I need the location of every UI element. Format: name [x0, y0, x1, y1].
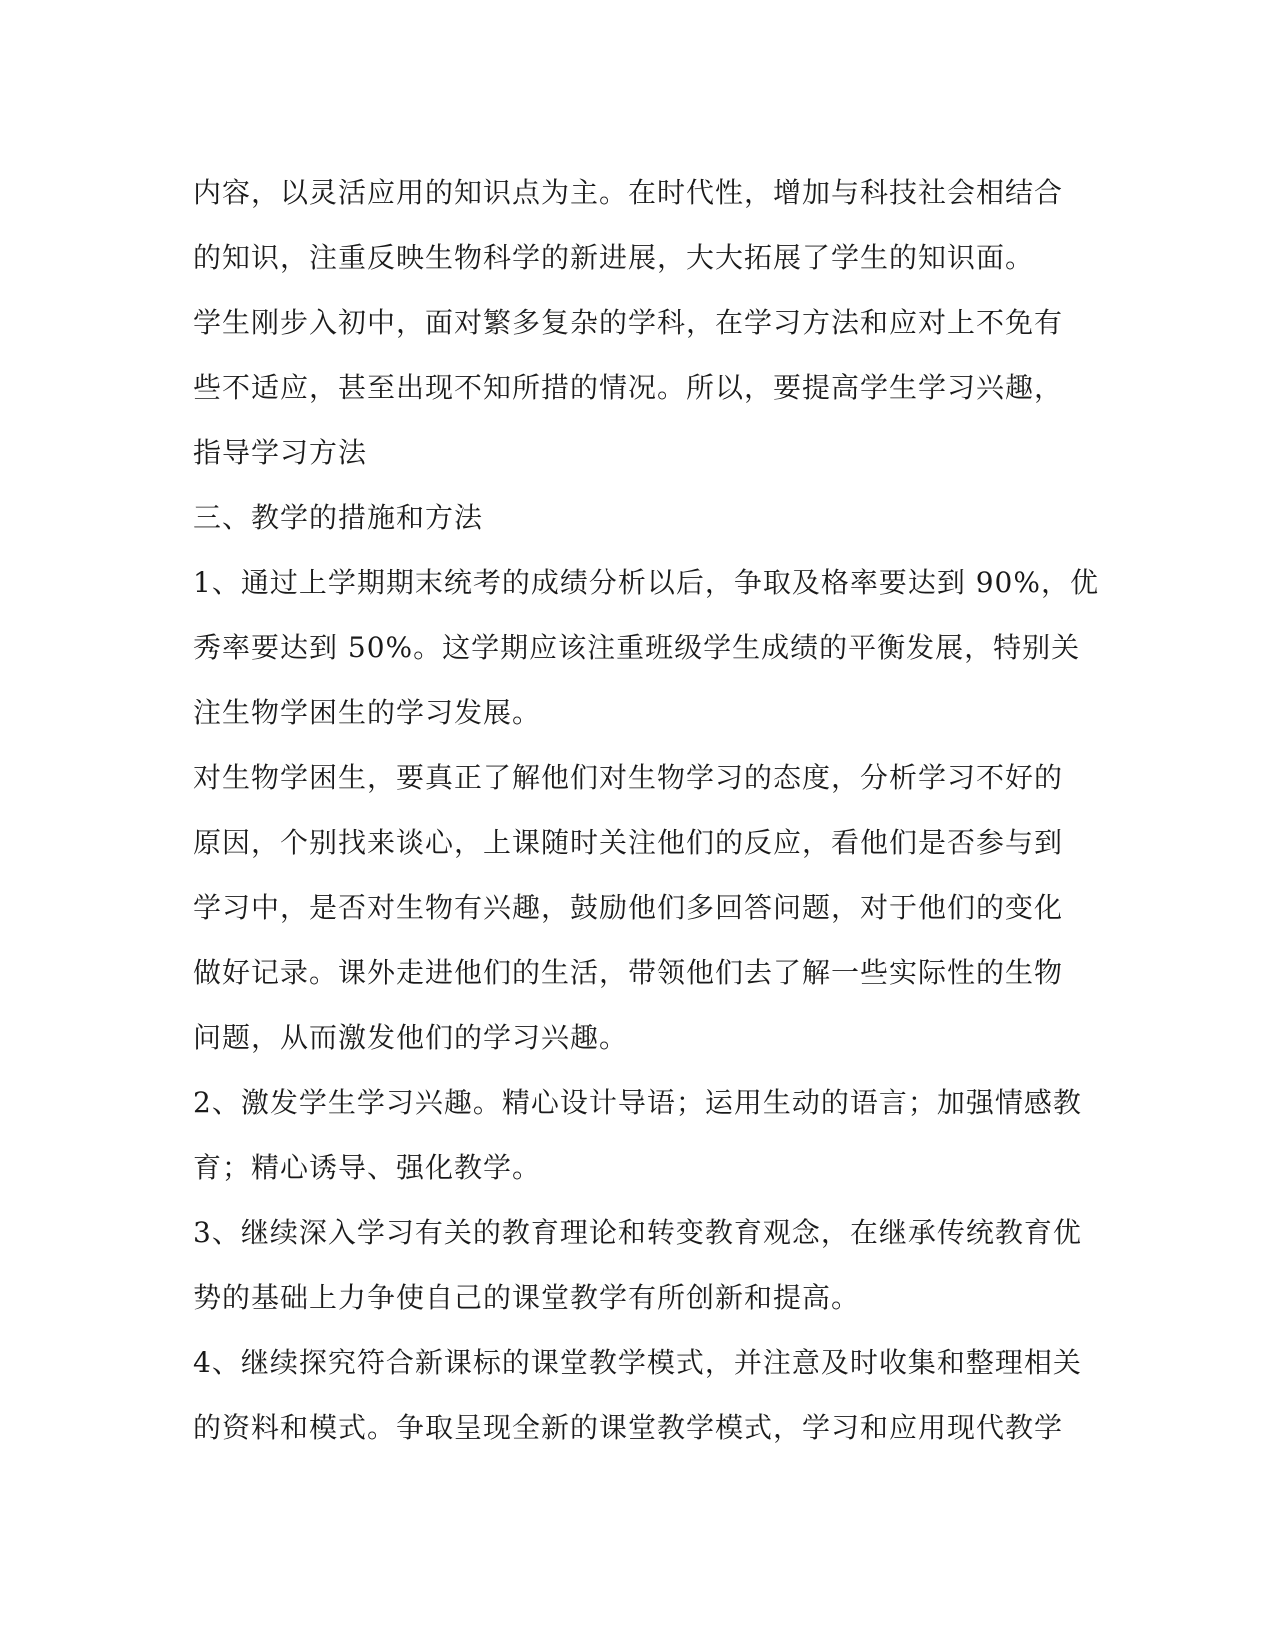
- text-line: 3、继续深入学习有关的教育理论和转变教育观念，在继承传统教育优: [193, 1216, 1082, 1249]
- text-line: 内容，以灵活应用的知识点为主。在时代性，增加与科技社会相结合: [193, 176, 1064, 209]
- section-heading: 三、教学的措施和方法: [193, 501, 484, 534]
- text-line: 4、继续探究符合新课标的课堂教学模式，并注意及时收集和整理相关: [193, 1346, 1082, 1379]
- text-line: 学生刚步入初中，面对繁多复杂的学科，在学习方法和应对上不免有: [193, 306, 1064, 339]
- text-line: 学习中，是否对生物有兴趣，鼓励他们多回答问题，对于他们的变化: [193, 891, 1064, 924]
- text-line: 做好记录。课外走进他们的生活，带领他们去了解一些实际性的生物: [193, 956, 1064, 989]
- text-line: 秀率要达到 50%。这学期应该注重班级学生成绩的平衡发展，特别关: [193, 631, 1081, 664]
- text-line: 指导学习方法: [193, 436, 368, 469]
- text-line: 势的基础上力争使自己的课堂教学有所创新和提高。: [193, 1281, 861, 1314]
- document-body: [193, 160, 1099, 1460]
- text-line: 1、通过上学期期末统考的成绩分析以后，争取及格率要达到 90%，优: [193, 566, 1099, 599]
- text-line: 问题，从而激发他们的学习兴趣。: [193, 1021, 629, 1054]
- text-line: 的知识，注重反映生物科学的新进展，大大拓展了学生的知识面。: [193, 241, 1035, 274]
- text-line: 注生物学困生的学习发展。: [193, 696, 542, 729]
- text-line: 对生物学困生，要真正了解他们对生物学习的态度，分析学习不好的: [193, 761, 1064, 794]
- text-line: 些不适应，甚至出现不知所措的情况。所以，要提高学生学习兴趣，: [193, 371, 1064, 404]
- text-line: 原因，个别找来谈心，上课随时关注他们的反应，看他们是否参与到: [193, 826, 1064, 859]
- text-line: 育；精心诱导、强化教学。: [193, 1151, 542, 1184]
- text-line: 的资料和模式。争取呈现全新的课堂教学模式，学习和应用现代教学: [193, 1411, 1064, 1444]
- text-line: 2、激发学生学习兴趣。精心设计导语；运用生动的语言；加强情感教: [193, 1086, 1082, 1119]
